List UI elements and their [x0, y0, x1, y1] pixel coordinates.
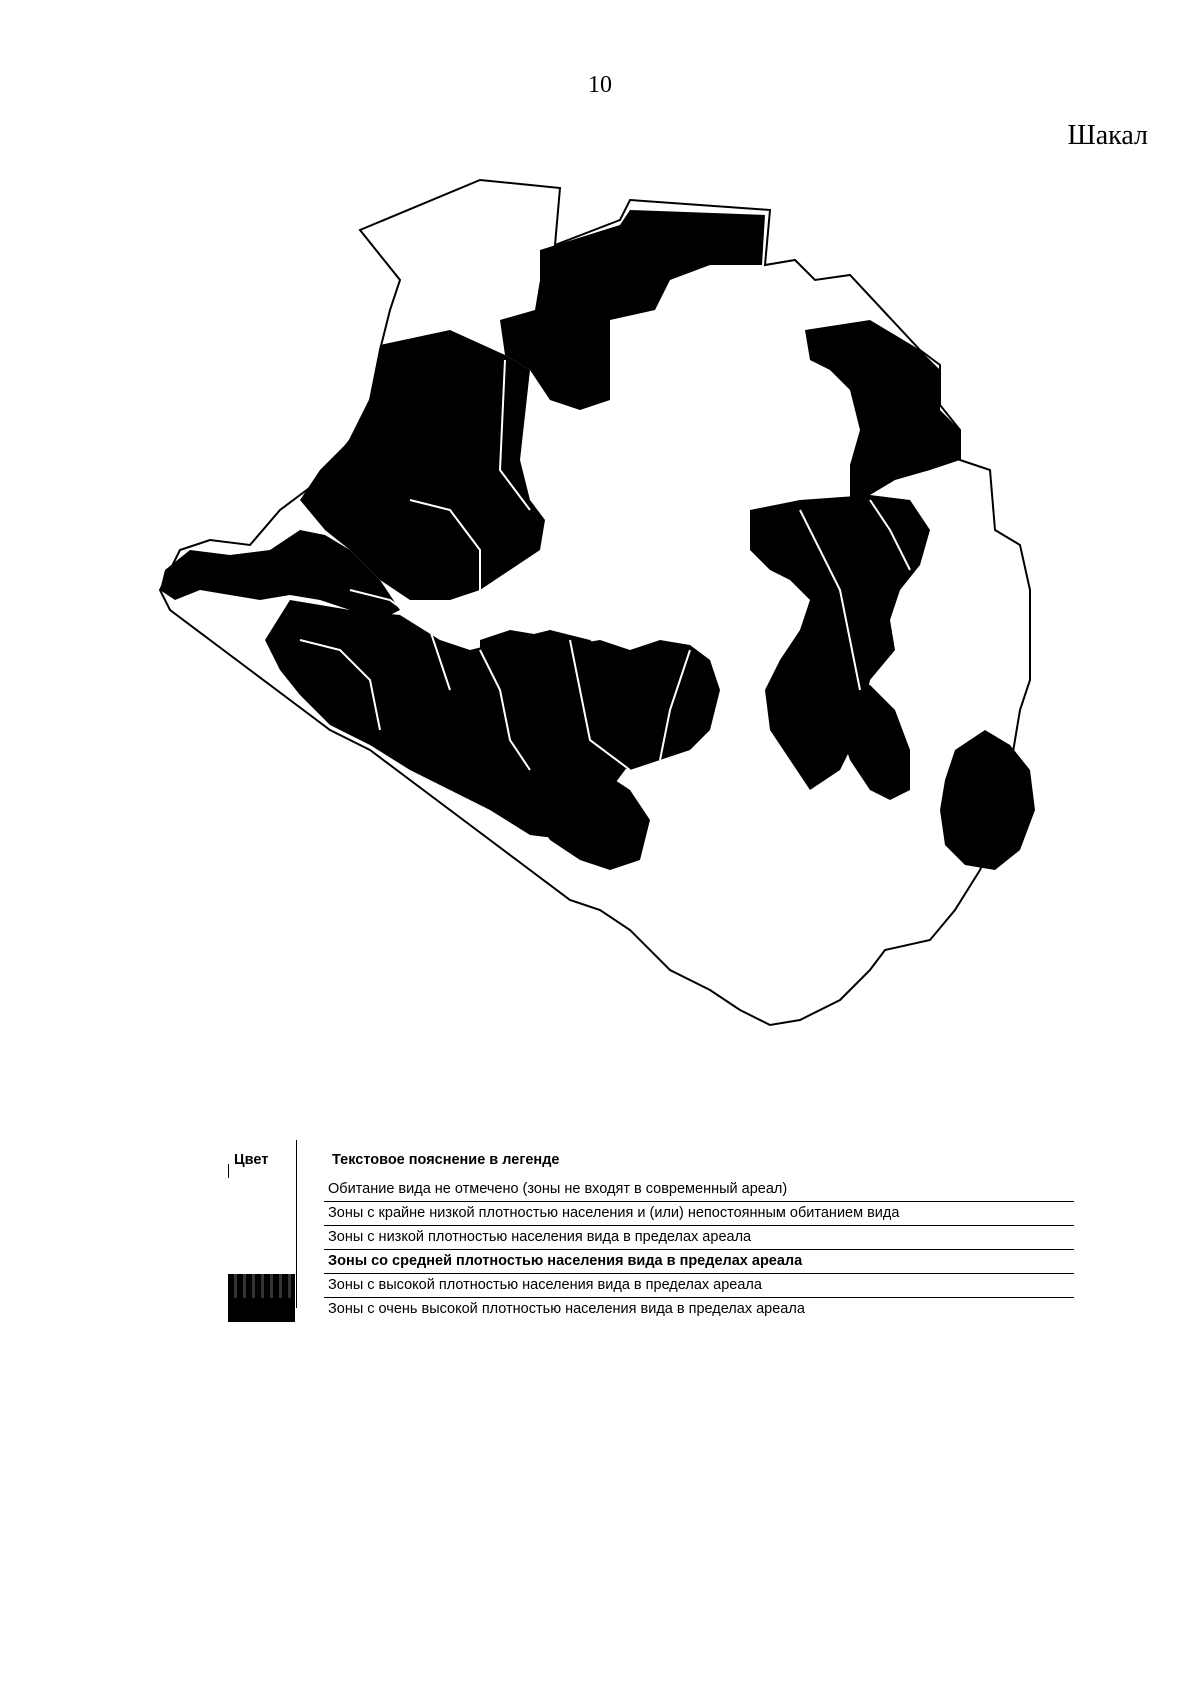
map-legend — [224, 1140, 1084, 1340]
legend-row — [224, 1298, 1084, 1322]
legend-row-text: Зоны с высокой плотностью населения вида в пределах ареала — [328, 1277, 762, 1293]
legend-row-text: Зоны со средней плотностью населения вида в пределах ареала — [328, 1253, 803, 1269]
legend-swatch-very-high — [228, 1298, 295, 1322]
legend-row — [224, 1178, 1084, 1202]
legend-row-text: Зоны с низкой плотностью населения вида в пределах ареала — [328, 1229, 752, 1245]
legend-row-text: Зоны с крайне низкой плотностью населения и (или) непостоянным обитанием вида — [328, 1205, 900, 1221]
legend-swatch-very-low — [228, 1202, 295, 1226]
legend-swatch-none — [228, 1178, 295, 1202]
legend-header-color: Цвет — [234, 1152, 269, 1168]
legend-header-text: Текстовое пояснение в легенде — [332, 1152, 560, 1168]
legend-swatch-medium — [228, 1250, 295, 1274]
legend-swatch-low — [228, 1226, 295, 1250]
distribution-map — [150, 170, 1080, 1130]
legend-swatch-high — [228, 1274, 295, 1298]
page-number: 10 — [588, 72, 612, 98]
legend-row — [224, 1250, 1084, 1274]
legend-row — [224, 1226, 1084, 1250]
species-title: Шакал — [1067, 120, 1148, 151]
legend-row-text: Обитание вида не отмечено (зоны не входят в современный ареал) — [328, 1181, 788, 1197]
legend-row — [224, 1202, 1084, 1226]
legend-header — [224, 1152, 1084, 1176]
legend-row-text: Зоны с очень высокой плотностью населения вида в пределах ареала — [328, 1301, 805, 1317]
legend-row — [224, 1274, 1084, 1298]
map-svg — [150, 170, 1080, 1130]
